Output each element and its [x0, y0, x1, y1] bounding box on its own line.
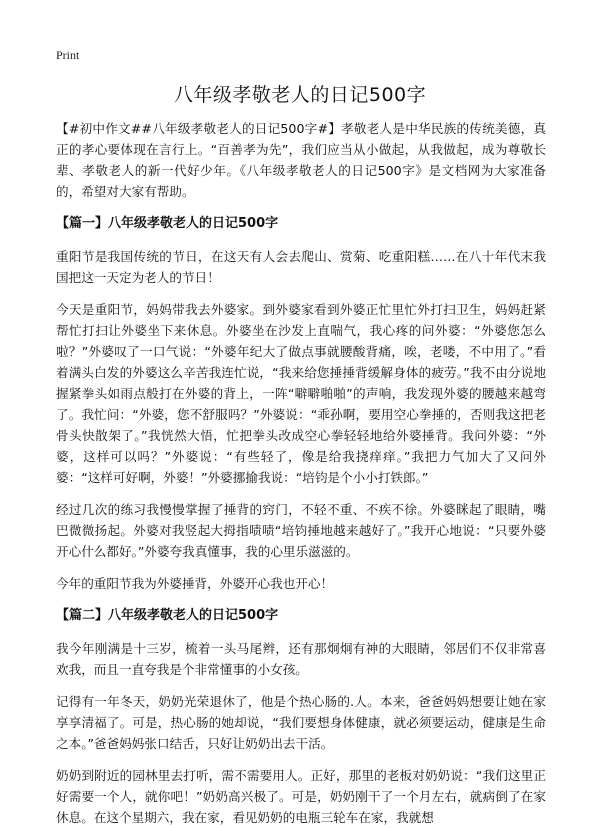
section2-paragraph: 奶奶到附近的园林里去打听，需不需要用人。正好，那里的老板对奶奶说：“我们这里正好需要一个人，就你吧！”奶奶高兴极了。可是，奶奶刚干了一个月左右，就病倒了在家休息。在这个星期六，我在家，看见奶奶的电瓶三轮车在家，我就想 — [56, 768, 546, 825]
document-body — [56, 118, 546, 828]
section1-paragraph: 今天是重阳节，妈妈带我去外婆家。到外婆家看到外婆正忙里忙外打扫卫生，妈妈赶紧帮忙打扫让外婆坐下来休息。外婆坐在沙发上直喘气，我心疼的问外婆：“外婆您怎么啦？”外婆叹了一口气说：“外婆年纪大了做点事就腰酸背痛，唉，老喽，不中用了。”看着满头白发的外婆这么辛苦我连忙说，“我来给您捶捶背缓解身体的疲劳。”我不由分说地握紧拳头如雨点般打在外婆的背上，一阵“噼噼啪啪”的声响，我发现外婆的腰越来越弯了。我忙问：“外婆，您不舒服吗？”外婆说：“乖孙啊，要用空心拳捶的，否则我这把老骨头快散架了。”我恍然大悟，忙把拳头改成空心拳轻轻地给外婆捶背。我问外婆：“外婆，这样可以吗？”外婆说：“有些轻了，像是给我挠痒痒。”我把力气加大了又问外婆：“这样可好啊，外婆！”外婆挪揄我说：“培钧是个小小打铁郎。” — [56, 302, 546, 485]
document-title: 八年级孝敬老人的日记500字 — [173, 84, 427, 106]
section2-paragraph: 记得有一年冬天，奶奶光荣退休了，他是个热心肠的.人。本来，爸爸妈妈想要让她在家享享清福了。可是，热心肠的她却说，“我们要想身体健康，就必须要运动，健康是生命之本。”爸爸妈妈张口结舌，只好让奶奶出去干活。 — [56, 694, 546, 751]
section1-paragraph: 今年的重阳节我为外婆捶背，外婆开心我也开心！ — [56, 576, 334, 591]
section-heading-1: 【篇一】八年级孝敬老人的日记500字 — [56, 216, 279, 231]
section2-paragraph: 我今年刚满是十三岁，梳着一头马尾辫，还有那炯炯有神的大眼睛，邻居们不仅非常喜欢我，而且一直夸我是个非常懂事的小女孩。 — [56, 641, 546, 677]
section1-paragraph: 经过几次的练习我慢慢掌握了捶背的窍门，不轻不重、不疾不徐。外婆眯起了眼睛，嘴巴微微扬起。外婆对我竖起大拇指啧啧“培钧捶地越来越好了。”我开心地说：“只要外婆开心什么都好。”外婆夸我真懂事，我的心里乐滋滋的。 — [56, 502, 546, 559]
intro-paragraph: 【#初中作文##八年级孝敬老人的日记500字#】孝敬老人是中华民族的传统美德，真正的孝心要体现在言行上。“百善孝为先”，我们应当从小做起，从我做起，成为尊敬长辈、孝敬老人的新一代好少年。《八年级孝敬老人的日记500字》是文档网为大家准备的，希望对大家有帮助。 — [56, 121, 546, 199]
section-heading-2: 【篇二】八年级孝敬老人的日记500字 — [56, 608, 279, 623]
print-label: Print — [56, 48, 80, 62]
section1-paragraph: 重阳节是我国传统的节日，在这天有人会去爬山、赏菊、吃重阳糕……在八十年代末我国把这一天定为老人的节日！ — [56, 249, 546, 285]
